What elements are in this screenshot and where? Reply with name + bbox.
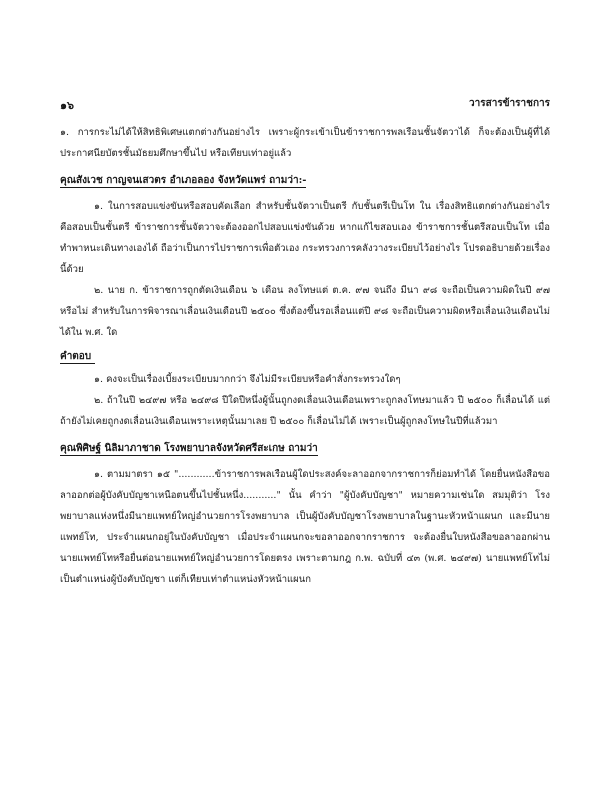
question-heading-text: คุณพิศิษฐ์ นิลิมาภาชาด โรงพยาบาลจังหวัดศรีสะเกษ ถามว่า — [60, 443, 318, 454]
page-number: ๑๖ — [60, 99, 74, 112]
question-heading — [60, 438, 550, 460]
question-heading — [60, 170, 550, 192]
answer-heading — [60, 347, 550, 367]
paragraph: ๑. การกระไม่ได้ให้สิทธิพิเศษแตกต่างกันอย่างไร เพราะผู้กระเข้าเป็นข้าราชการพลเรือนชั้นจัตวาได้ ก็จะต้องเป็นผู้ที่ได้ประกาศนียบัตรชั้นมัธยมศึกษาขึ้นไป หรือเทียบเท่าอยู่แล้ว — [60, 127, 550, 159]
running-title: วารสารข้าราชการ — [469, 98, 550, 109]
page-header — [60, 96, 550, 112]
paragraph: ๒. ถ้าในปี ๒๔๙๗ หรือ ๒๔๙๘ ปีใดปีหนึ่งผู้นั้นถูกงดเลื่อนเงินเดือนเพราะถูกลงโทษมาแล้ว ปี ๒๕๐๐ ก็เลื่อนได้ แต่ถ้ายังไม่เคยถูกงดเลื่อนเงินเดือนเพราะเหตุนั้นมาเลย ปี ๒๕๐๐ ก็เลื่อนไม่ได้ เพราะเป็นผู้ถูกลงโทษในปีที่แล้วมา — [60, 395, 550, 427]
paragraph: ๒. นาย ก. ข้าราชการถูกตัดเงินเดือน ๖ เดือน ลงโทษแต่ ต.ค. ๙๗ จนถึง มีนา ๙๘ จะถือเป็นความผิดในปี ๙๗ หรือไม่ สำหรับในการพิจารณาเลื่อนเงินเดือนปี ๒๕๐๐ ซึ่งต้องขึ้นรอเลื่อนแต่ปี ๙๘ จะถือเป็นความผิดหรือเลื่อนเงินเดือนไม่ได้ใน พ.ศ. ใด — [60, 285, 550, 338]
paragraph: ๑. ในการสอบแข่งขันหรือสอบคัดเลือก สำหรับชั้นจัตวาเป็นตรี กับชั้นตรีเป็นโท ใน เรื่องสิทธิแตกต่างกันอย่างไร คือสอบเป็นชั้นตรี ข้าราชการชั้นจัตวาจะต้องออกไปสอบแข่งขันด้วย หากแก้ไขสอบเอง ข้าราชการชั้นตรีสอบเป็นโท เมื่อทำพาหนะเดินทางเองได้ ถือว่าเป็นการไปราชการเพื่อตัวเอง กระทรวงการคลังวางระเบียบไว้อย่างไร โปรดอธิบายด้วยเรื่องนี้ด้วย — [60, 201, 550, 275]
document-body — [60, 122, 550, 590]
answer-heading-text: คำตอบ — [60, 351, 95, 364]
paragraph: ๑. คงจะเป็นเรื่องเบี้ยงระเบียบมากกว่า จึงไม่มีระเบียบหรือคำสั่งกระทรวงใดๆ — [94, 374, 401, 385]
question-heading-text: คุณสังเวช กาญจนเสวตร อำเภอลอง จังหวัดแพร่ ถามว่า:- — [60, 175, 307, 186]
paragraph: ๑. ตามมาตรา ๑๕ "............ข้าราชการพลเรือนผู้ใดประสงค์จะลาออกจากราชการก็ย่อมทำได้ โดยยื่นหนังสือขอลาออกต่อผู้บังคับบัญชาเหนือตนขึ้นไปชั้นหนึ่ง..........." นั้น คำว่า "ผู้บังคับบัญชา" หมายความเช่นใด สมมุติว่า โรงพยาบาลแห่งหนึ่งมีนายแพทย์ใหญ่อำนวยการโรงพยาบาล เป็นผู้บังคับบัญชาโรงพยาบาลในฐานะหัวหน้าแผนก และมีนายแพทย์โท, ประจำแผนกอยู่ในบังคับบัญชา เมื่อประจำแผนกจะขอลาออกจากราชการ จะต้องยื่นใบหนังสือขอลาออกผ่านนายแพทย์โทหรือยื่นต่อนายแพทย์ใหญ่อำนวยการโดยตรง เพราะตามกฎ ก.พ. ฉบับที่ ๔๓ (พ.ศ. ๒๔๙๗) นายแพทย์โทไม่เป็นตำแหน่งผู้บังคับบัญชา แต่ก็เทียบเท่าตำแหน่งหัวหน้าแผนก — [60, 469, 550, 585]
